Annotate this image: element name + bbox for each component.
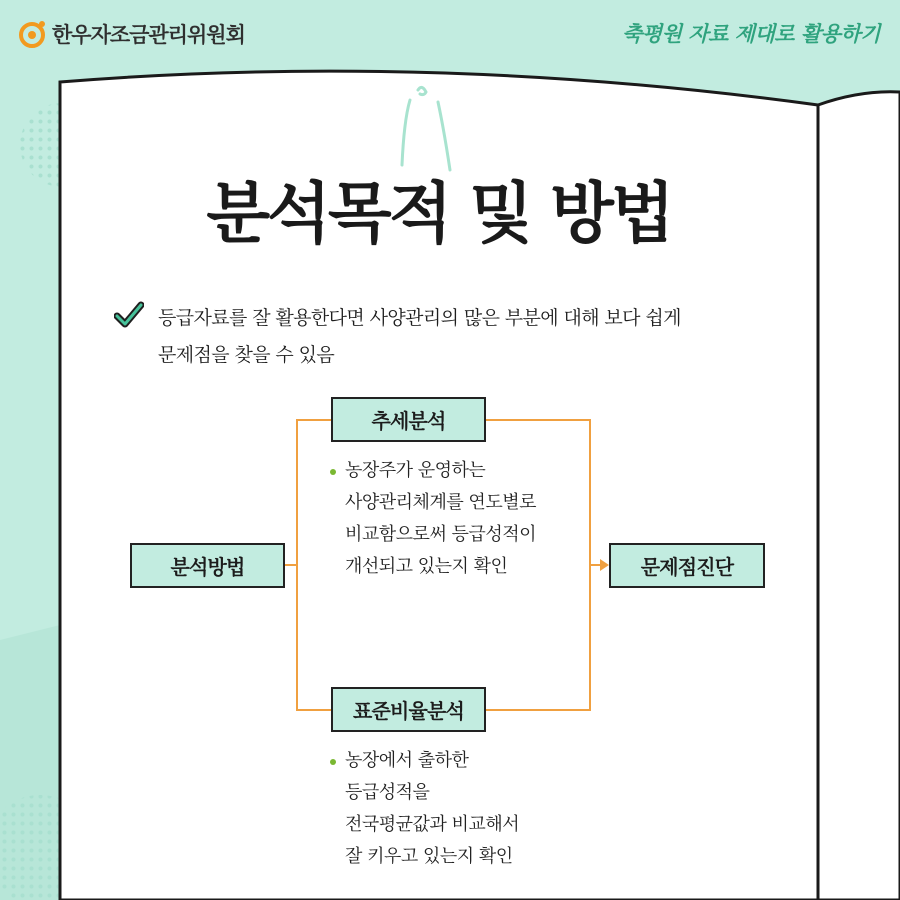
connector-line bbox=[297, 565, 331, 710]
connector-line bbox=[285, 420, 331, 565]
description-line: 개선되고 있는지 확인 bbox=[345, 556, 508, 577]
bottom-method-description bbox=[345, 745, 519, 873]
bullet-dot bbox=[330, 469, 336, 475]
top-method-box: 추세분석 bbox=[331, 397, 486, 442]
top-method-description bbox=[345, 455, 536, 583]
description-line: 전국평균값과 비교해서 bbox=[345, 814, 520, 835]
bullet-dot bbox=[330, 759, 336, 765]
intro-line: 등급자료를 잘 활용한다면 사양관리의 많은 부분에 대해 보다 쉽게 bbox=[158, 307, 681, 329]
description-line: 사양관리체계를 연도별로 bbox=[345, 492, 536, 513]
description-line: 잘 키우고 있는지 확인 bbox=[345, 846, 513, 867]
source-box: 분석방법 bbox=[130, 543, 285, 588]
bottom-method-box: 표준비율분석 bbox=[331, 687, 486, 732]
arrow-head bbox=[600, 559, 609, 571]
page-title: 분석목적 및 방법 bbox=[206, 175, 672, 252]
header-title: 축평원 자료 제대로 활용하기 bbox=[622, 22, 880, 46]
description-line: 비교함으로써 등급성적이 bbox=[345, 524, 536, 545]
logo-text: 한우자조금관리위원회 bbox=[52, 23, 245, 47]
target-box: 문제점진단 bbox=[609, 543, 765, 588]
description-line: 농장주가 운영하는 bbox=[345, 460, 486, 481]
description-line: 등급성적을 bbox=[345, 782, 430, 803]
description-line: 농장에서 출하한 bbox=[345, 750, 469, 771]
intro-line: 문제점을 찾을 수 있음 bbox=[158, 344, 335, 366]
